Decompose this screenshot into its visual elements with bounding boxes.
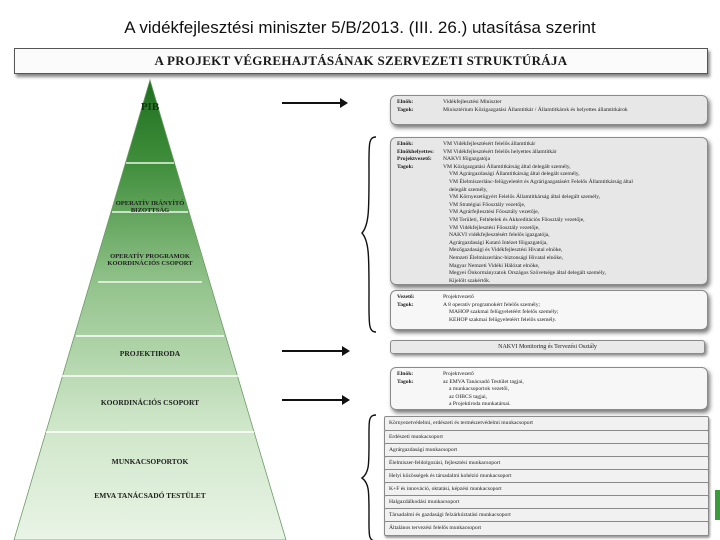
opkcs-members-value: A 8 operatív programokért felelős személy; bbox=[443, 301, 541, 308]
koord-chair-label: Elnök: bbox=[397, 371, 414, 377]
working-group-item: Társadalmi és gazdasági felzárkóztatási munkacsoport bbox=[384, 508, 709, 523]
oib-member-line: VM Stratégiai Főosztály vezetője, bbox=[449, 201, 526, 208]
oib-member-line: Agrárgazdasági Kutató Intézet főigazgatója, bbox=[449, 239, 548, 246]
brace-left-upper bbox=[360, 135, 380, 335]
oib-member-line: Nemzeti Élelmiszerlánc-biztonsági Hivatal elnöke, bbox=[449, 254, 564, 261]
oib-chair-value: VM Vidékfejlesztésért felelős államtitkár bbox=[443, 141, 536, 147]
pyramid-level-oib: OPERATÍV IRÁNYÍTÓ BIZOTTSÁG bbox=[115, 200, 185, 215]
pyramid-shape bbox=[14, 80, 286, 540]
oib-member-line: delegált személy, bbox=[449, 186, 488, 193]
oib-vice-chair-label: Elnökhelyettes: bbox=[397, 148, 434, 155]
opkcs-members-box bbox=[390, 290, 708, 330]
arrow-koordinacios bbox=[282, 399, 344, 401]
pyramid-level-emva: EMVA TANÁCSADÓ TESTÜLET bbox=[94, 491, 206, 500]
oib-member-line: VM Vidékfejlesztési Főosztály vezetője, bbox=[449, 224, 540, 231]
org-structure-banner: A PROJEKT VÉGREHAJTÁSÁNAK SZERVEZETI STRUKTÚRÁJA bbox=[14, 48, 708, 74]
opkcs-lead-value: Projektvezető bbox=[443, 294, 474, 300]
oib-member-line: Kijelölt szakértők. bbox=[449, 277, 491, 284]
brace-left-lower bbox=[360, 413, 380, 540]
pib-members-value: Minisztérium Közigazgatási Államtitkár / Államtitkárok és helyettes államtitkárok bbox=[443, 106, 628, 113]
working-group-item: Halgazdálkodási munkacsoport bbox=[384, 495, 709, 510]
oib-chair-label: Elnök: bbox=[397, 141, 414, 147]
pib-chair-label: Elnök: bbox=[397, 99, 414, 105]
oib-member-line: VM Agrárgazdasági Államtitkárság által delegált személy, bbox=[449, 171, 580, 178]
pyramid-level-projektiroda: PROJEKTIRODA bbox=[119, 349, 181, 358]
accent-bar bbox=[715, 490, 720, 520]
oib-member-line: Magyar Nemzeti Vidéki Hálózat elnöke, bbox=[449, 262, 540, 269]
koord-members-label: Tagok: bbox=[397, 378, 414, 385]
slide-title: A vidékfejlesztési miniszter 5/B/2013. (III. 26.) utasítása szerint bbox=[124, 18, 596, 37]
oib-member-line: VM Területi, Feltételek és Akkreditációs Főosztály vezetője, bbox=[449, 216, 585, 223]
oib-member-line: VM Élelmiszerlánc-felügyeletért és Agrárigazgatásért Felelős Államtitkárság által bbox=[449, 178, 633, 185]
oib-vice-chair-value: VM Vidékfejlesztésért felelős helyettes államtitkár bbox=[443, 148, 557, 155]
working-group-item: Agrárgazdasági munkacsoport bbox=[384, 443, 709, 458]
oib-members-label: Tagok: bbox=[397, 163, 414, 170]
arrow-pib bbox=[282, 102, 342, 104]
working-group-item: Erdészeti munkacsoport bbox=[384, 430, 709, 445]
opkcs-members-label: Tagok: bbox=[397, 301, 414, 308]
working-group-item: Környezetvédelmi, erdészeti és természetvédelmi munkacsoport bbox=[384, 416, 709, 431]
oib-member-line: VM Környezetügyért Felelős Államtitkárság által delegált személy, bbox=[449, 194, 601, 201]
oib-project-lead-label: Projektvezető: bbox=[397, 156, 432, 163]
working-group-item: Általános tervezési felelős munkacsoport bbox=[384, 521, 709, 536]
oib-member-line: Mezőgazdasági és Vidékfejlesztési Hivatal elnöke, bbox=[449, 247, 563, 254]
oib-members-box bbox=[390, 137, 708, 285]
nakvi-monitoring-box: NAKVI Monitoring és Tervezési Osztály bbox=[390, 340, 705, 354]
opkcs-member-line: MAHOP szakmai felügyeletéért felelős személy; bbox=[449, 309, 559, 316]
oib-project-lead-value: NAKVI főigazgatója bbox=[443, 156, 491, 163]
koord-members-value: az EMVA Tanácsadó Testület tagjai, bbox=[443, 378, 524, 385]
opkcs-member-line: KEHOP szakmai felügyeletéért felelős személy. bbox=[449, 316, 557, 323]
koord-member-line: a Projektiroda munkatársai. bbox=[449, 401, 511, 408]
oib-members-value: VM Közigazgatási Államtitkárság által delegált személy, bbox=[443, 163, 571, 170]
working-group-item: Helyi közösségek és társadalmi kohézió munkacsoport bbox=[384, 469, 709, 484]
pib-members-label: Tagok: bbox=[397, 106, 414, 113]
koord-chair-value: Projektvezető bbox=[443, 371, 474, 377]
koord-member-line: az OIBCS tagjai, bbox=[449, 393, 488, 400]
pib-chair-value: Vidékfejlesztési Miniszter bbox=[443, 99, 502, 105]
koord-member-line: a munkacsoportok vezetői, bbox=[449, 386, 510, 393]
oib-member-line: NAKVI vidékfejlesztésért felelős igazgatója, bbox=[449, 232, 550, 239]
opkcs-lead-label: Vezető: bbox=[397, 294, 415, 300]
pyramid-level-opkcs: OPERATÍV PROGRAMOK KOORDINÁCIÓS CSOPORT bbox=[107, 253, 193, 268]
arrow-projektiroda bbox=[282, 350, 344, 352]
pyramid-level-munkacsoportok: MUNKACSOPORTOK bbox=[111, 457, 189, 466]
pyramid-level-koordinacios: KOORDINÁCIÓS CSOPORT bbox=[100, 398, 200, 407]
oib-member-line: VM Agrárfejlesztési Főosztály vezetője, bbox=[449, 209, 540, 216]
koordinacios-members-box bbox=[390, 367, 708, 410]
oib-member-line: Megyei Önkormányzatok Országos Szövetsége által delegált személy, bbox=[449, 270, 606, 277]
working-group-item: K+F és innováció, oktatási, képzési munkacsoport bbox=[384, 482, 709, 497]
pyramid-level-pib: PIB bbox=[140, 101, 160, 113]
pib-members-box bbox=[390, 95, 708, 125]
working-group-item: Élelmiszer-feldolgozási, fejlesztési munkacsoport bbox=[384, 456, 709, 471]
